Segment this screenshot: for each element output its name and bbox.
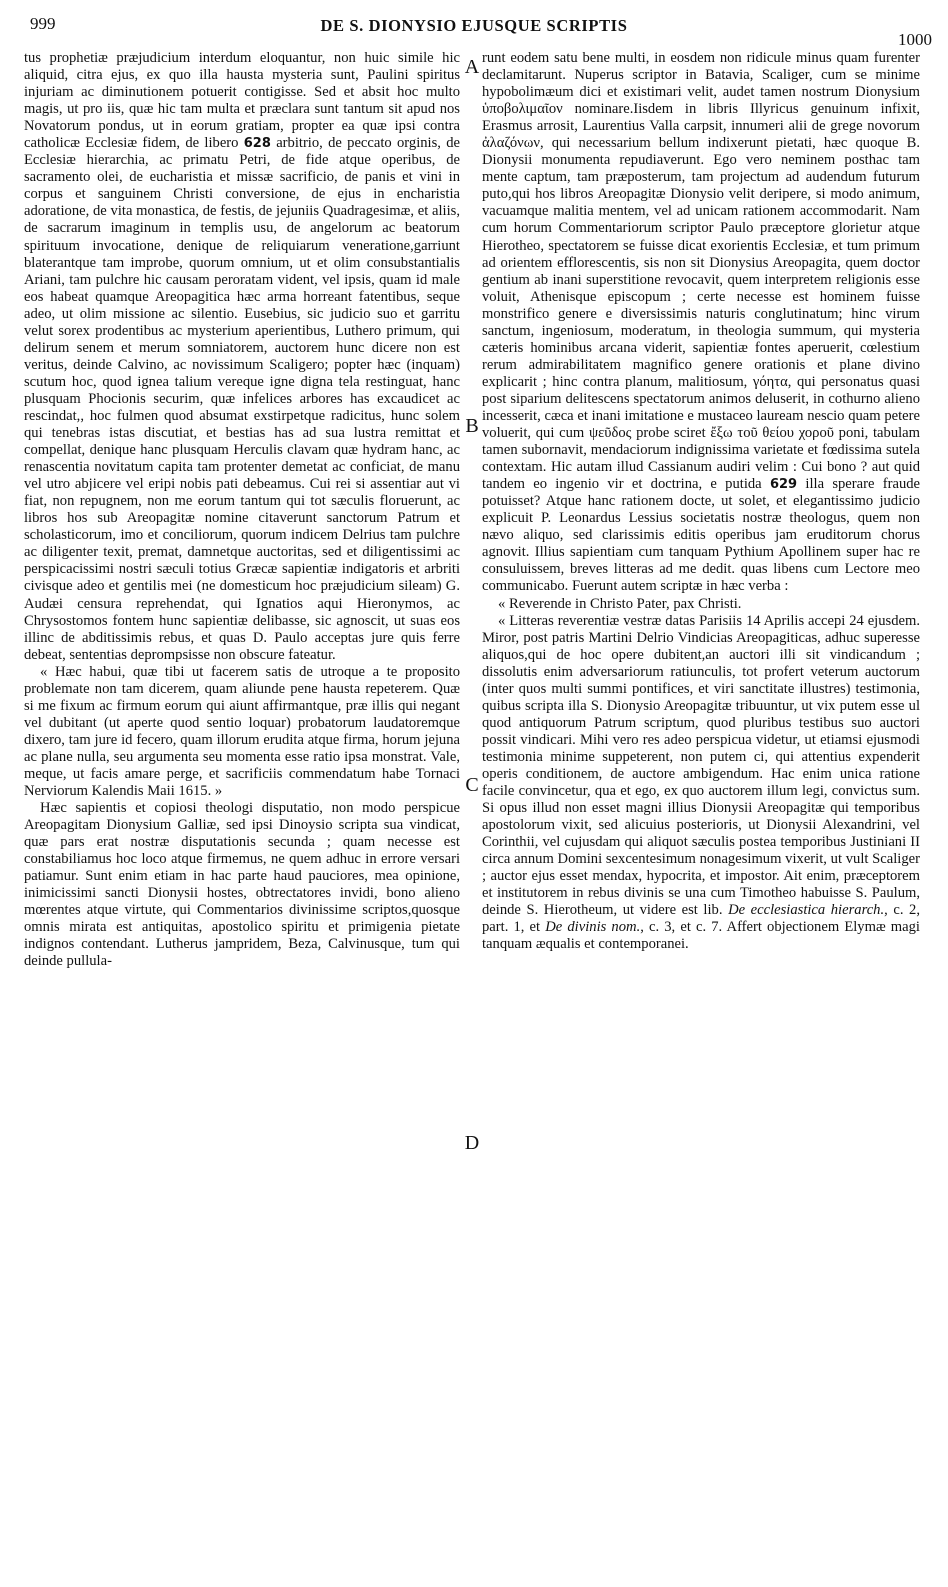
page-number-left: 999 <box>30 14 56 33</box>
left-paragraph-3: Hæc sapientis et copiosi theologi disputatio, non modo perspicue Areopagitam Dionysium Galliæ, sed ipsi Dinoysio scripta sua vindicat, quæ pars erat nostræ disputationis secunda ; quam necesse est constabiliamus hoc loco atque firmemus, ne quem adhuc in errore versari patiamur. Sunt enim etiam in hac parte haud pauciores, mea opinione, inimicissimi sancti Dionysii hostes, obtrectatores invidi, bono alieno mœrentes atque virtute, qui Commentarios divinissime scriptos,quosque omnis mirata est antiquitas, apostolico spiritu et primigenia pietate indignos contendant. Lutherus jampridem, Beza, Calvinusque, tum qui deinde pullula- <box>24 800 460 970</box>
right-p3-mid: , c. 2, part. 1, et <box>482 902 920 936</box>
right-paragraph-3 <box>482 613 920 954</box>
column-number-629: 629 <box>769 477 798 493</box>
running-title: DE S. DIONYSIO EJUSQUE SCRIPTIS <box>320 16 628 35</box>
left-column <box>24 50 460 971</box>
margin-marker-c: C <box>465 774 479 796</box>
page-number-right: 1000 <box>898 30 932 49</box>
citation-divinis-nominibus: De divinis nom. <box>545 919 641 936</box>
right-paragraph-2: « Reverende in Christo Pater, pax Christi. <box>498 595 742 612</box>
right-p1-text-a: runt eodem satu bene multi, in eosdem non ridicule minus quam furenter declamitarunt. Nuperus scriptor in Batavia, Scaliger, cum se minime hypobolimæum dici et existimari velit, audet tamen nostrum Dionysium ὑποβολιμαῖον nominare.Iisdem in libris Illyricus genuinum infixit, Erasmus arrosit, Laurentius Valla carpsit, innumeri alii de grege novorum ἀλαζόνων, qui necessarium bellum indixerunt pietati, hæc quoque B. Dionysii monumenta repudiaverunt. Ego vero neminem posthac tam mente captum, tam præposterum, tam projectum ad audendum futurum puto,qui hos libros Areopagitæ Dionysio velit deripere, si modo animum, vacuamque malitia mentem, vel ad unicam rationem accommodarit. Nam cum horum Commentariorum scriptor Paulo præceptore glorietur atque Hierotheo, spectatorem se fuisse dicat exorientis Ecclesiæ, et tum primum ad orientem efflorescentis, sis non sit Dionysius Areopagita, quem doctor gentium ab inani superstitione revocavit, quem interpretem religionis esse voluit, Athenisque episcopum ; certe necesse est hominem fuisse monstrifico genere e diversissimis naturis conglutinatum; hinc virum sanctum, ingeniosum, moderatum, in theologia summum, qui mysteria cæteris hominibus arcana viderit, sapientiæ fontes aperuerit, cœlestium rerum admirabilitatem magnifico genere orationis et plane divino explicarit ; hinc contra planum, malitiosum, γόητα, qui personatus quasi post siparium delitescens spectatorum animos deluserit, in cothurno alieno incesserit, cæca et inani imitatione e mustaceo lauream nescio quam petere voluerit, qui cum ψεῦδος probe sciret ἔξω τοῦ θείου χοροῦ poni, tabulam tamen subornavit, mendaciorum indignissima varietate et fœdissima sutela contextam. Hic autam illud Cassianum audiri velim : Cui bono ? aut quid tandem eo ingenio vir et doctrina, e putida <box>482 50 920 493</box>
left-paragraph-2: « Hæc habui, quæ tibi ut facerem satis de utroque a te proposito problemate non tam dicerem, quam aliunde pene hausta repeterem. Quæ si me fixum ac firmum eorum qui aiunt affirmantque, præ illis qui negant vel dubitant (ut aperte quod sentio loquar) probatorum laudatoremque dixero, tam jure id fecero, quam illorum erudita atque firma, horum jejuna ac plane nulla, seu argumenta seu momenta esse ratio ipsa monstrat. Vale, meque, ut facis amare perge, et sacrificiis commendatum habe Tornaci Nerviorum Kalendis Maii 1615. » <box>24 663 460 800</box>
right-paragraph-1 <box>482 50 920 596</box>
left-p1-text-a: tus prophetiæ præjudicium interdum eloquantur, non huic simile hic aliquid, citra ejus, ex quo illa hausta mysteria sunt, Paulini spiritus injuriam ac diminutionem potuerit contigisse. Sed et absit hoc multo magis, ut pro iis, quæ hic tam multa et præclara sunt tantum sit apud nos Novatorum pondus, ut in eorum gratiam, propter ea quæ ipsi contra catholicæ Ecclesiæ fidem, de libero <box>24 50 460 152</box>
right-p1-text-b: illa sperare fraude potuisset? Atque hanc rationem docte, ut solet, et elegantissimo judicio explicuit P. Leonardus Lessius societatis nostræ theologus, quem non nævo aliquo, sed clarissimis editis operibus jam eruditorum chorus agnovit. Illius sapientiam cum tanquam Pythium Apollinem super hac re consuluissem, breves litteras ad me dedit. quas libens cum Lectore meo communicabo. Fuerunt autem scriptæ in hæc verba : <box>482 476 921 595</box>
margin-marker-b: B <box>465 415 479 437</box>
right-column <box>482 50 920 953</box>
margin-marker-d: D <box>464 1132 480 1154</box>
column-number-628: 628 <box>243 136 271 152</box>
right-p3-end: , c. 3, et c. 7. Affert objectionem Elymæ magi tanquam æqualis et contemporanei. <box>482 919 920 953</box>
margin-marker-a: A <box>464 56 480 78</box>
citation-ecclesiastica-hierarchia: De ecclesiastica hierarch. <box>728 902 885 919</box>
right-p3-text: « Litteras reverentiæ vestræ datas Parisiis 14 Aprilis accepi 24 ejusdem. Miror, post patris Martini Delrio Vindicias Areopagiticas, adhuc superesse aliquos,qui de hoc opere dubitent,an auctori illi sit vindicandum ; dissolutis enim adversariorum ratiunculis, tot profert veterum auctorum (inter quos multi summi pontifices, et viri sanctitate illustres) testimonia, quibus scripta illa S. Dionysio Areopagitæ tribuuntur, ut vix putem esse ul quod antiquorum Patrum scriptum, quod pluribus testibus suo auctori possit vindicari. Mihi vero res adeo perspicua videtur, ut etiamsi ejusmodi testimonia minime suppeterent, non putem ci, qui attentius expenderit operis conditionem, de auctore ambigendum. Hac enim unica ratione facile convincetur, qua et ego, ex quo auctorem illum legi, convictus sum. Si opus illud non esset magni illius Dionysii Areopagitæ qui temporibus apostolorum vixit, sed alicuius posterioris, ut Dionysii Alexandrini, vel Corinthii, vel cujusdam qui aliquot sæculis postea temporibus Justiniani II circa annum Domini sexcentesimum nonagesimum vixerit, ut vult Scaliger ; auctor ejus esset mendax, hypocrita, et impostor. Ait enim, præceptorem et institutorem in rebus divinis se una cum Timotheo habuisse S. Paulum, deinde S. Hierotheum, ut videre est lib. <box>482 612 920 919</box>
left-paragraph-1 <box>24 50 460 664</box>
left-p1-text-b: arbitrio, de peccato orginis, de Ecclesiæ hierarchia, ac primatu Petri, de fide atque operibus, de sacramento olei, de eucharistia et missæ sacrificio, de panis et vini in corpus et sanguinem Christi conversione, de ejus in encharistia adoratione, de vita monastica, de festis, de jejuniis Quadragesimæ, et aliis, de sacrarum imaginum in templis usu, de angelorum ac beatorum spirituum invocatione, denique de reliquiarum veneratione,garriunt blaterantque tam improbe, quorum omnium, ut et olim consubstantialis Ariani, tam pulchre hic causam peroratam vident, vel ipsis, quam id male eos habeat quamque Areopagitica hæc arma horreant fatentibus, seque adeo, ut olim missione ac silentio. Eusebius, sic judicio suo et garritu velut sorex prodentibus ac mysterium aperientibus, Luthero primum, qui delirum senem et merum somniatorem, auctorem hunc dicere non est veritus, deinde Calvino, ac novissimum Scaligero; popter hæc (inquam) scutum hoc, quod ignea talium vereque igne digna tela restinguat, hanc plusquam Phocionis securim, quæ infelices arbores has excaudicet ac rescindat,, hoc fulmen quod absumat exstirpetque radicitus, hunc solem qui tenebras istas discutiat, et bestias has ad sua lustra remittat et compellat, denique hanc plusquam Herculis clavam quæ hydram hanc, ac renascentia novitatum capita tam protenter demetat ac conficiat, de manu vel utro abjicere vel eripi nobis pati debeamus. Cui rei si assentiar aut vi fiat, non repugnem, non me eorum tantum qui tot sæculis floruerunt, ac libros hos sub Areopagitæ nomine citaverunt sanctorum Patrum et scholasticorum, imo et conciliorum, quorum indicem Delrius tam pulchre ac diligenter texit, premat, damnetque auctoritas, sed et diligentissimi ac perspicacissimi nostri sæculi totius Græcæ sapientiæ indigatoris et arbriti civisque adeo et gentilis mei (ne domesticum hoc præjudicium sileam) G. Audæi censura reprehendat, qui Ignatios aqui Hieronymos, ac Chrysostomos fontem hunc sapientiæ delibasse, sic agnoscit, ut suas eos illinc de abditissimis rebus, et quas D. Paulo acceptas jure quis ferre debeat, sententias deprompsisse non obscure fateatur. <box>24 135 460 663</box>
running-header <box>0 6 948 49</box>
